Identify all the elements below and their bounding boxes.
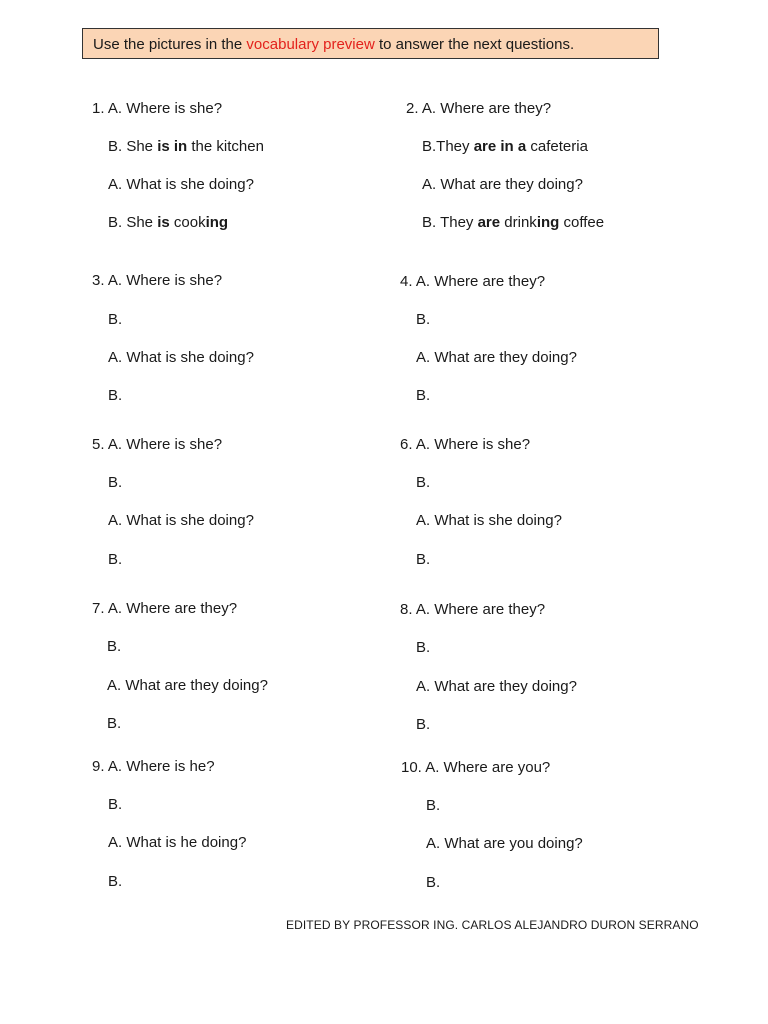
q10-where-answer: B. (426, 797, 441, 814)
q7-doing-question: A. What are they doing? (107, 677, 268, 694)
vocabulary-preview-highlight: vocabulary preview (246, 36, 375, 53)
q3-doing-answer: B. (108, 387, 123, 404)
q4-doing-question: A. What are they doing? (416, 349, 577, 366)
q1-doing-question: A. What is she doing? (108, 176, 254, 193)
q8-doing-question: A. What are they doing? (416, 678, 577, 695)
q8-doing-answer: B. (416, 716, 431, 733)
q3-doing-question: A. What is she doing? (108, 349, 254, 366)
q8-where-question: 8. A. Where are they? (400, 601, 546, 618)
q1-doing-answer: B. She is cooking (108, 214, 229, 231)
q9-doing-answer: B. (108, 873, 123, 890)
instruction-text-after: to answer the next questions. (374, 36, 575, 53)
q4-doing-answer: B. (416, 387, 431, 404)
q6-where-answer: B. (416, 474, 431, 491)
q5-where-answer: B. (108, 474, 123, 491)
q3-where-question: 3. A. Where is she? (92, 272, 223, 289)
q9-doing-question: A. What is he doing? (108, 834, 247, 851)
q8-where-answer: B. (416, 639, 431, 656)
q10-doing-question: A. What are you doing? (426, 835, 583, 852)
q6-where-question: 6. A. Where is she? (400, 436, 531, 453)
q7-where-answer: B. (107, 638, 122, 655)
q10-where-question: 10. A. Where are you? (401, 759, 551, 776)
q2-doing-answer: B. They are drinking coffee (422, 214, 605, 231)
editor-credit: EDITED BY PROFESSOR ING. CARLOS ALEJANDRO DURON SERRANO (286, 918, 699, 932)
q2-where-answer: B.They are in a cafeteria (422, 138, 588, 155)
q7-where-question: 7. A. Where are they? (92, 600, 238, 617)
q4-where-question: 4. A. Where are they? (400, 273, 546, 290)
q1-where-answer: B. She is in the kitchen (108, 138, 264, 155)
q7-doing-answer: B. (107, 715, 122, 732)
instruction-text-before: Use the pictures in the (93, 36, 247, 53)
q3-where-answer: B. (108, 311, 123, 328)
q5-where-question: 5. A. Where is she? (92, 436, 223, 453)
q5-doing-question: A. What is she doing? (108, 512, 254, 529)
q1-where-question: 1. A. Where is she? (92, 100, 223, 117)
q9-where-question: 9. A. Where is he? (92, 758, 215, 775)
q4-where-answer: B. (416, 311, 431, 328)
q2-doing-question: A. What are they doing? (422, 176, 583, 193)
q9-where-answer: B. (108, 796, 123, 813)
q10-doing-answer: B. (426, 874, 441, 891)
instruction-banner (82, 28, 659, 59)
q6-doing-answer: B. (416, 551, 431, 568)
q5-doing-answer: B. (108, 551, 123, 568)
q2-where-question: 2. A. Where are they? (406, 100, 552, 117)
q6-doing-question: A. What is she doing? (416, 512, 562, 529)
